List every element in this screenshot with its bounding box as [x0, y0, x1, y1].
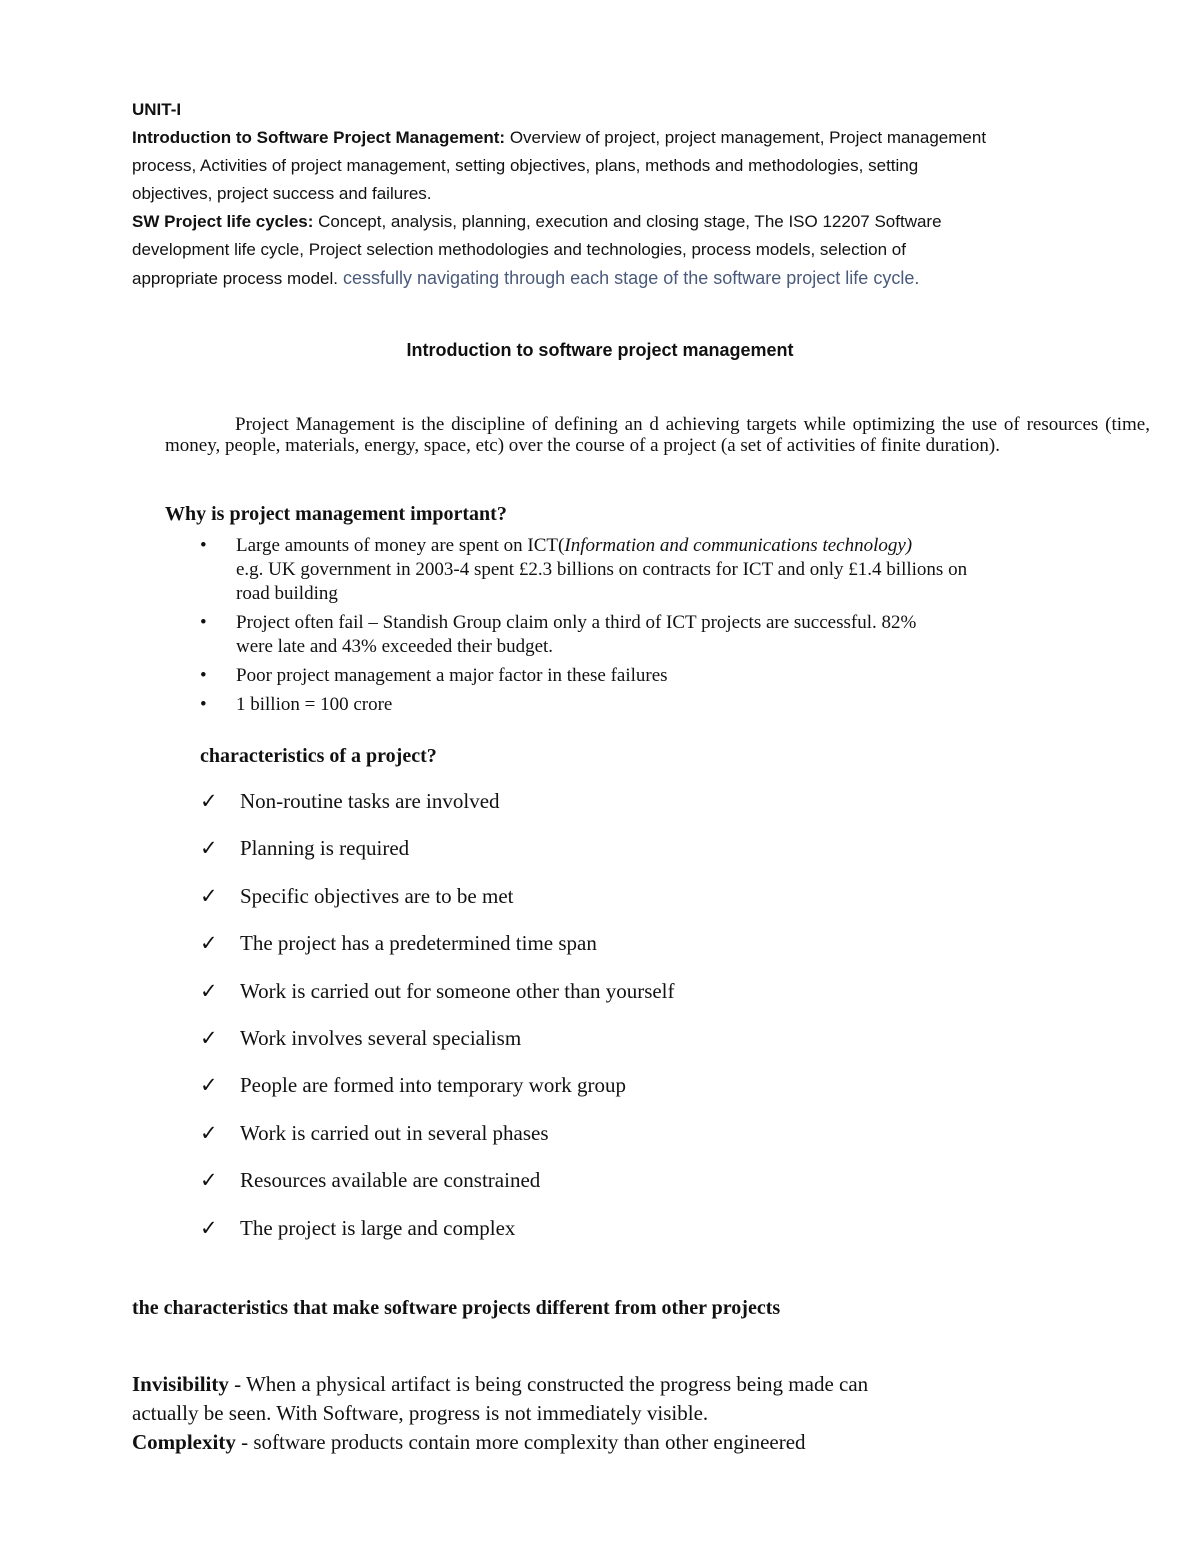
characteristics-checklist: [200, 787, 675, 1261]
checkmark-icon: ✓: [200, 1168, 218, 1193]
checkmark-icon: ✓: [200, 836, 218, 861]
bullet-line: were late and 43% exceeded their budget.: [236, 636, 554, 657]
checkmark-icon: ✓: [200, 1025, 218, 1050]
checklist-text: The project is large and complex: [240, 1215, 516, 1240]
bullet-marker: •: [200, 665, 207, 686]
complexity-term: Complexity: [132, 1430, 236, 1454]
bullet-line: [236, 534, 1160, 558]
syllabus-lifecycle-text-3: appropriate process model.: [132, 269, 339, 288]
complexity-text-1: - software products contain more complexity than other engineered: [235, 1430, 806, 1454]
unit-label: UNIT-I: [132, 100, 182, 119]
syllabus-lifecycle-line-1: [132, 208, 1172, 236]
invisibility-term: Invisibility: [132, 1372, 229, 1396]
bullet-line: e.g. UK government in 2003-4 spent £2.3 billions on contracts for ICT and only £1.4 billions on: [236, 559, 968, 580]
checklist-text: Work involves several specialism: [240, 1025, 522, 1050]
list-item: [200, 1166, 675, 1213]
list-item: [200, 834, 675, 881]
checkmark-icon: ✓: [200, 931, 218, 956]
checklist-text: The project has a predetermined time span: [240, 931, 597, 956]
bullet-text: Large amounts of money are spent on ICT(: [236, 535, 565, 556]
intro-paragraph: [165, 414, 1150, 456]
checklist-text: Work is carried out in several phases: [240, 1120, 549, 1145]
syllabus-lifecycle-line-2: development life cycle, Project selection methodologies and technologies, process models, selection of: [132, 240, 906, 259]
checkmark-icon: ✓: [200, 1215, 218, 1240]
importance-bullet-list: [200, 534, 1160, 722]
intro-paragraph-text: Project Management is the discipline of defining an d achieving targets while optimizing the use of resources (time, money, people, materials, energy, space, etc) over the course of a project (a set of activities of finite duration).: [165, 414, 1150, 456]
bullet-line: Poor project management a major factor in these failures: [236, 665, 668, 686]
syllabus-lifecycle-heading: SW Project life cycles:: [132, 212, 314, 231]
checklist-text: Planning is required: [240, 836, 410, 861]
checkmark-icon: ✓: [200, 789, 218, 813]
checkmark-icon: ✓: [200, 978, 218, 1003]
list-item: [200, 1024, 675, 1071]
list-item: [200, 882, 675, 929]
invisibility-text-1: - When a physical artifact is being constructed the progress being made can: [228, 1372, 869, 1396]
software-difference-heading: the characteristics that make software projects different from other projects: [132, 1297, 781, 1319]
invisibility-line-1: [132, 1370, 1132, 1399]
syllabus-intro-line-3: objectives, project success and failures.: [132, 184, 432, 203]
complexity-line-1: [132, 1428, 1132, 1457]
syllabus-intro-heading: Introduction to Software Project Management:: [132, 128, 506, 147]
characteristics-heading: characteristics of a project?: [200, 745, 437, 767]
bullet-marker: •: [200, 694, 207, 715]
syllabus-intro-text-1: Overview of project, project management, Project management: [505, 128, 987, 147]
definitions-block: [132, 1370, 1132, 1457]
section-title: Introduction to software project management: [406, 340, 794, 360]
checkmark-icon: ✓: [200, 883, 218, 908]
syllabus-lifecycle-line-3: [132, 264, 1172, 293]
bullet-italic-text: Information and communications technology): [564, 535, 913, 556]
checklist-text: Specific objectives are to be met: [240, 883, 514, 908]
list-item: [200, 977, 675, 1024]
checklist-text: Non-routine tasks are involved: [240, 789, 500, 813]
list-item: [200, 693, 1160, 717]
bullet-marker: •: [200, 535, 207, 556]
why-heading: Why is project management important?: [165, 503, 507, 525]
list-item: [200, 534, 1160, 606]
list-item: [200, 1214, 675, 1261]
checklist-text: Resources available are constrained: [240, 1168, 541, 1193]
checklist-text: Work is carried out for someone other than yourself: [240, 978, 675, 1003]
syllabus-intro-line-1: [132, 124, 1172, 152]
checklist-text: People are formed into temporary work group: [240, 1073, 627, 1098]
list-item: [200, 611, 1160, 659]
invisibility-line-2: actually be seen. With Software, progress is not immediately visible.: [132, 1401, 709, 1425]
list-item: [200, 787, 675, 834]
bullet-line: road building: [236, 583, 338, 604]
bullet-marker: •: [200, 612, 207, 633]
checkmark-icon: ✓: [200, 1073, 218, 1098]
list-item: [200, 929, 675, 976]
list-item: [200, 1119, 675, 1166]
syllabus-lifecycle-tail: cessfully navigating through each stage of the software project life cycle.: [338, 268, 920, 288]
bullet-line: Project often fail – Standish Group claim only a third of ICT projects are successful. 82%: [236, 612, 917, 633]
syllabus-intro-line-2: process, Activities of project management, setting objectives, plans, methods and methodologies, setting: [132, 156, 919, 175]
list-item: [200, 664, 1160, 688]
list-item: [200, 1071, 675, 1118]
checkmark-icon: ✓: [200, 1120, 218, 1145]
bullet-line: 1 billion = 100 crore: [236, 694, 393, 715]
unit-label-line: [132, 96, 1172, 124]
syllabus-lifecycle-text-1: Concept, analysis, planning, execution and closing stage, The ISO 12207 Software: [313, 212, 942, 231]
syllabus-block: [132, 96, 1172, 293]
